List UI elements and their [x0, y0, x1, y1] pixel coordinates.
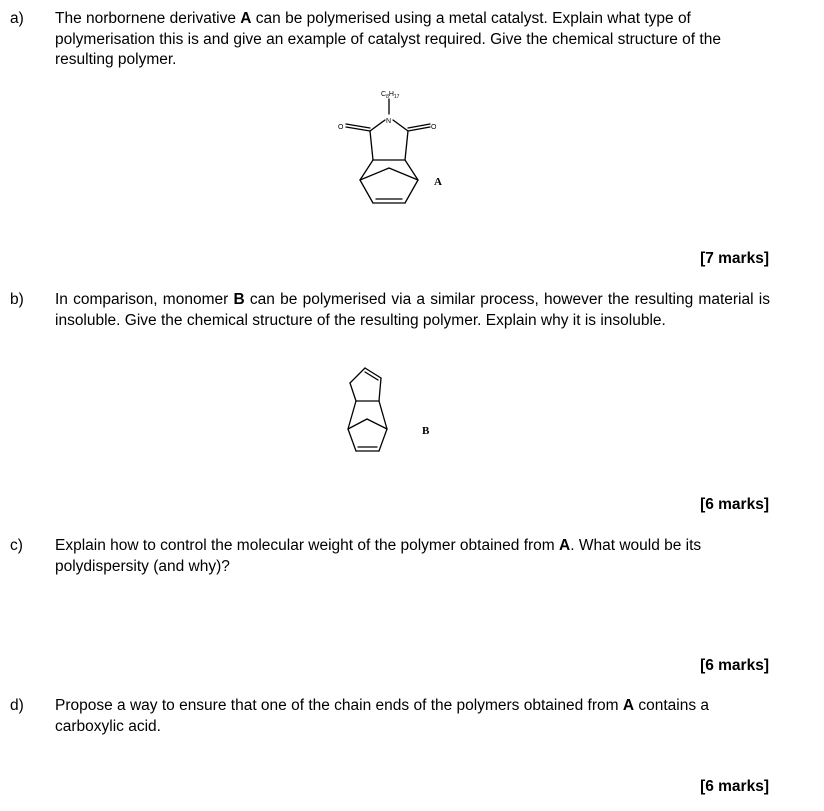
- question-c-bold: A: [559, 537, 571, 554]
- substituent-label: $C_8H_{17}$: [381, 91, 400, 100]
- structure-a: [330, 86, 450, 211]
- question-c-label: c): [10, 537, 23, 554]
- o-right: O: [431, 124, 437, 131]
- question-a-label: a): [10, 10, 24, 27]
- question-b-marks: [6 marks]: [700, 496, 769, 513]
- question-c-text: Explain how to control the molecular weight of the polymer obtained from A. What would be its polydispersity (and why)?: [55, 537, 702, 575]
- question-d-bold: A: [622, 697, 635, 714]
- question-b-label: b): [10, 291, 24, 308]
- question-d-label: d): [10, 697, 24, 714]
- structure-a-label: A: [434, 176, 442, 188]
- o-left: O: [338, 124, 344, 131]
- question-a-marks: [7 marks]: [700, 250, 769, 267]
- question-d-marks: [6 marks]: [700, 778, 769, 795]
- question-d-text: Propose a way to ensure that one of the chain ends of the polymers obtained from A contains a carboxylic acid.: [55, 697, 709, 735]
- structure-b: [340, 367, 450, 457]
- question-a-text: The norbornene derivative A can be polymerised using a metal catalyst. Explain what type of polymerisation this is and give an example of catalyst required. Give the chemical structure of the resulting polymer.: [55, 10, 721, 68]
- question-a-bold: A: [240, 10, 252, 27]
- structure-b-label: B: [422, 425, 430, 437]
- n-atom: N: [386, 118, 392, 125]
- question-b-bold: B: [233, 291, 245, 308]
- question-b-text: In comparison, monomer B can be polymerised via a similar process, however the resulting material is insoluble. Give the chemical structure of the resulting polymer. Explain why it is insoluble.: [55, 291, 770, 329]
- question-c-marks: [6 marks]: [700, 657, 769, 674]
